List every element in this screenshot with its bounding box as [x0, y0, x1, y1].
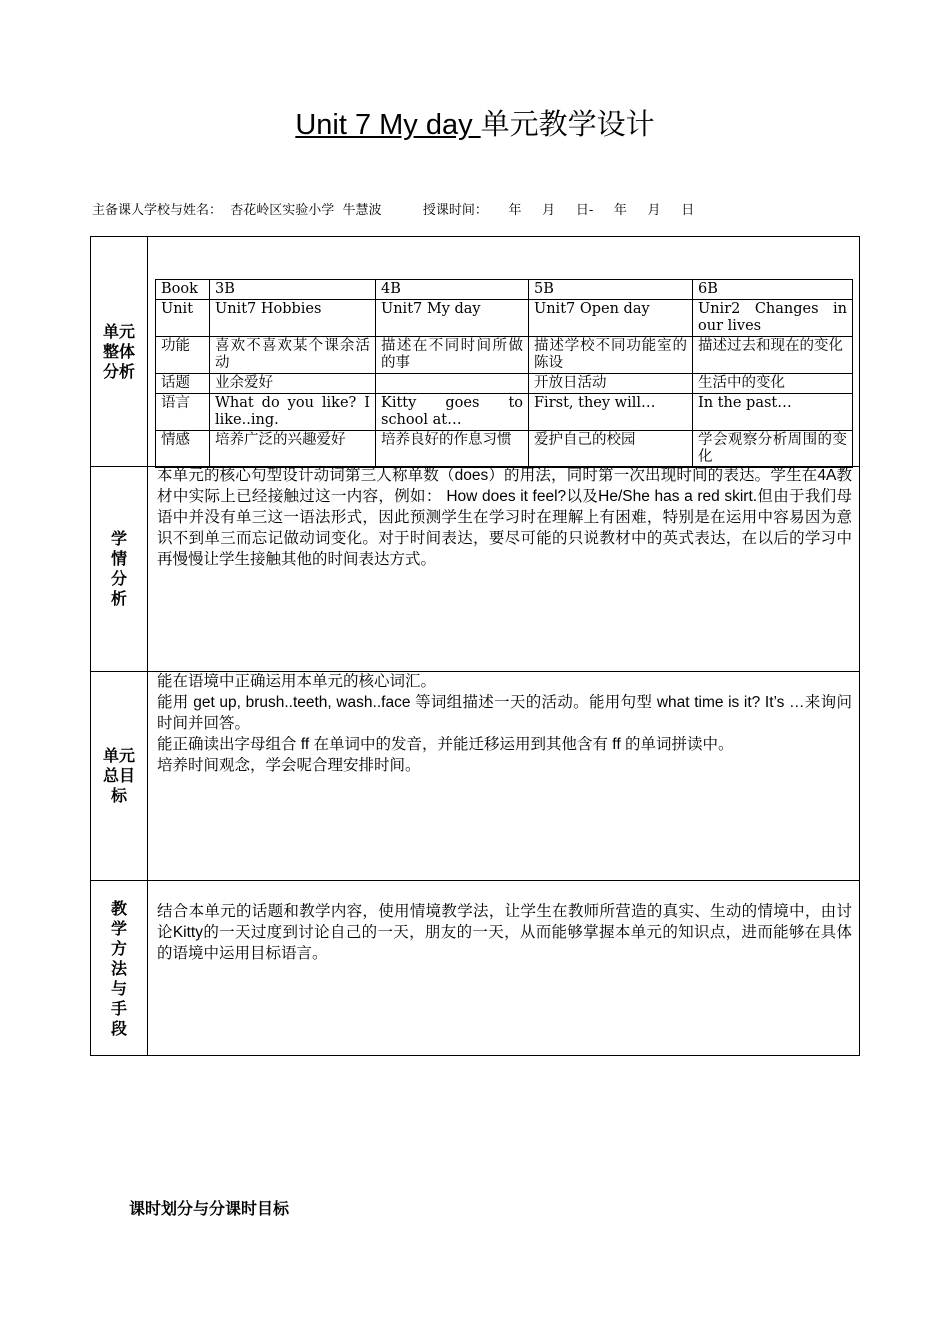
teaching-method-content	[157, 901, 852, 964]
goal-item: 能用 get up, brush..teeth, wash..face 等词组描述一天的活动。能用句型 what time is it? It’s …来询问时间并回答。	[157, 693, 852, 732]
author-date-line: 主备课人学校与姓名： 杏花岭区实验小学 牛慧波 授课时间： 年 月 日- 年 月 日	[92, 203, 695, 218]
overall-analysis-label-text: 单元整体分析	[102, 321, 135, 381]
learner-analysis-paragraph: 本单元的核心句型设计动词第三人称单数（does）的用法，同时第一次出现时间的表达。学生在4A教材中实际上已经接触过这一内容，例如： How does it feel?以及He/She has a red skirt.但由于我们母语中并没有单三这一语法形式，因此预测学生在学习时在理解上有困难，特别是在运用中容易因为意识不到单三而忘记做动词变化。对于时间表达，要尽可能的只说教材中的英式表达，在以后的学习中再慢慢让学生接触其他的时间表达方式。	[157, 466, 852, 568]
unit-table-row-header: Unit	[156, 300, 210, 337]
unit-table-cell: 培养广泛的兴趣爱好	[210, 431, 376, 468]
unit-table-cell: What do you like? I like..ing.	[210, 394, 376, 431]
unit-table-cell: 6B	[693, 280, 853, 300]
unit-table-cell: In the past…	[693, 394, 853, 431]
unit-table-cell: Kitty goes to school at…	[376, 394, 529, 431]
teaching-method-label	[91, 880, 147, 1057]
teaching-method-label-text: 教学方法与手段	[110, 898, 127, 1038]
unit-table-row-header: 情感	[156, 431, 210, 468]
unit-table-cell: Unit7 Hobbies	[210, 300, 376, 337]
unit-table-cell: 爱护自己的校园	[529, 431, 693, 468]
unit-table-row	[156, 280, 853, 300]
unit-table-cell: 3B	[210, 280, 376, 300]
unit-table-cell: 生活中的变化	[693, 374, 853, 394]
goal-item: 能在语境中正确运用本单元的核心词汇。	[157, 672, 437, 690]
unit-table-row	[156, 300, 853, 337]
title-chinese: 单元教学设计	[480, 107, 655, 141]
unit-table-cell: 描述过去和现在的变化	[693, 337, 853, 374]
unit-table-row	[156, 431, 853, 468]
unit-goals-label-text: 单元总目标	[102, 745, 135, 805]
row-divider	[91, 880, 859, 881]
unit-table-cell: 描述学校不同功能室的陈设	[529, 337, 693, 374]
column-divider	[147, 237, 148, 1055]
unit-table-row	[156, 337, 853, 374]
unit-table-cell: Unit7 My day	[376, 300, 529, 337]
unit-table-row-header: 语言	[156, 394, 210, 431]
goal-item: 能正确读出字母组合 ff 在单词中的发音，并能迁移运用到其他含有 ff 的单词拼读中。	[157, 735, 734, 753]
unit-table-cell: 培养良好的作息习惯	[376, 431, 529, 468]
document-title	[0, 106, 950, 143]
unit-table-row-header: Book	[156, 280, 210, 300]
unit-table-cell: Unit7 Open day	[529, 300, 693, 337]
unit-table-row-header: 话题	[156, 374, 210, 394]
unit-table-cell: 5B	[529, 280, 693, 300]
unit-table-cell: 开放日活动	[529, 374, 693, 394]
unit-comparison-table	[155, 279, 853, 468]
unit-table-cell: 描述在不同时间所做的事	[376, 337, 529, 374]
unit-table-cell: Unir2 Changes in our lives	[693, 300, 853, 337]
learner-analysis-label	[91, 466, 147, 671]
unit-table-cell: 喜欢不喜欢某个课余活动	[210, 337, 376, 374]
unit-design-table	[90, 236, 860, 1056]
unit-table-cell	[376, 374, 529, 394]
learner-analysis-label-text: 学情分析	[110, 528, 127, 608]
lesson-division-heading: 课时划分与分课时目标	[129, 1199, 290, 1218]
unit-table-row-header: 功能	[156, 337, 210, 374]
unit-table-cell: 学会观察分析周围的变化	[693, 431, 853, 468]
unit-goals-label	[91, 671, 147, 880]
unit-table-cell: 4B	[376, 280, 529, 300]
unit-table-cell: 业余爱好	[210, 374, 376, 394]
unit-table-row	[156, 374, 853, 394]
learner-analysis-content	[157, 465, 852, 570]
overall-analysis-label	[91, 237, 147, 466]
unit-table-cell: First, they will…	[529, 394, 693, 431]
goal-item: 培养时间观念，学会呢合理安排时间。	[157, 756, 421, 774]
teaching-method-paragraph: 结合本单元的话题和教学内容，使用情境教学法，让学生在教师所营造的真实、生动的情境中，由讨论Kitty的一天过度到讨论自己的一天，朋友的一天，从而能够掌握本单元的知识点，进而能够在具体的语境中运用目标语言。	[157, 902, 852, 962]
unit-goals-content	[157, 671, 852, 776]
title-english: Unit 7 My day	[295, 109, 481, 141]
unit-table-row	[156, 394, 853, 431]
